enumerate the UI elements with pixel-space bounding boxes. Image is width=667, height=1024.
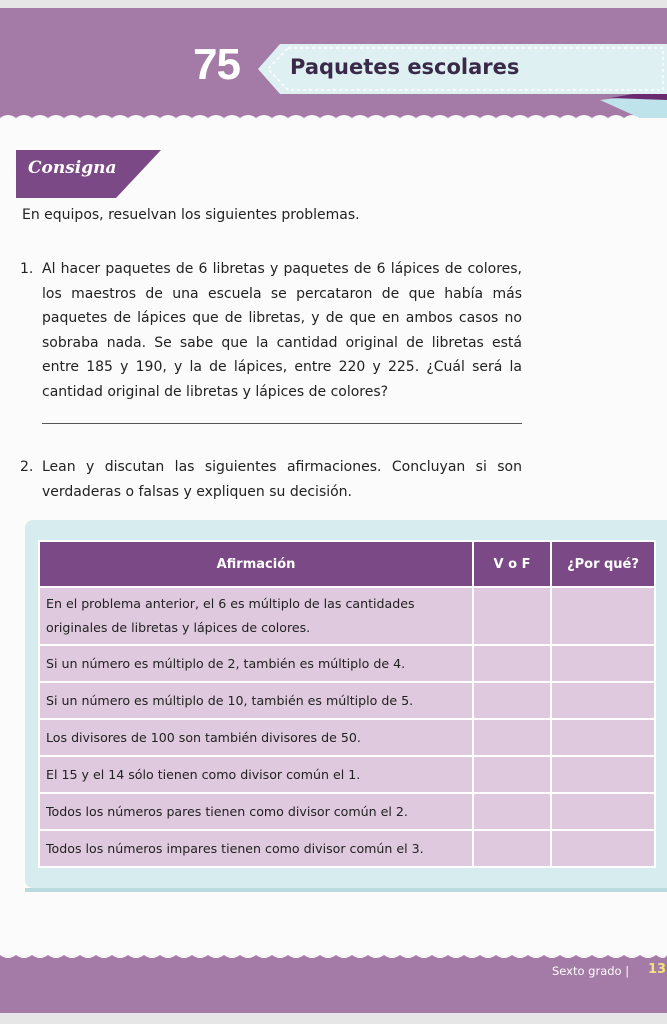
affirmation-cell: Si un número es múltiplo de 2, también es múltiplo de 4. bbox=[39, 645, 473, 682]
affirmations-table bbox=[38, 540, 656, 868]
true-false-cell[interactable] bbox=[473, 756, 551, 793]
why-cell[interactable] bbox=[551, 587, 655, 645]
table-row bbox=[39, 830, 655, 867]
table-row bbox=[39, 682, 655, 719]
why-cell[interactable] bbox=[551, 682, 655, 719]
affirmation-cell: Todos los números pares tienen como divisor común el 2. bbox=[39, 793, 473, 830]
grade-label: Sexto grado | bbox=[552, 964, 630, 978]
why-cell[interactable] bbox=[551, 793, 655, 830]
problem-number: 2. bbox=[20, 459, 34, 475]
true-false-cell[interactable] bbox=[473, 719, 551, 756]
consigna-label: Consigna bbox=[28, 158, 117, 178]
answer-line[interactable] bbox=[42, 423, 522, 424]
table-row bbox=[39, 645, 655, 682]
table-row bbox=[39, 587, 655, 645]
affirmation-cell: El 15 y el 14 sólo tienen como divisor común el 1. bbox=[39, 756, 473, 793]
problem-1 bbox=[20, 257, 522, 404]
table-row bbox=[39, 756, 655, 793]
why-cell[interactable] bbox=[551, 756, 655, 793]
column-header-affirmation: Afirmación bbox=[39, 541, 473, 587]
true-false-cell[interactable] bbox=[473, 793, 551, 830]
problem-text: Lean y discutan las siguientes afirmaciones. Concluyan si son verdaderas o falsas y expliquen su decisión. bbox=[42, 459, 522, 500]
column-header-true-false: V o F bbox=[473, 541, 551, 587]
intro-text: En equipos, resuelvan los siguientes problemas. bbox=[22, 207, 360, 223]
problem-text: Al hacer paquetes de 6 libretas y paquetes de 6 lápices de colores, los maestros de una escuela se percataron de que había más paquetes de lápices que de libretas, y de que en ambos casos no sobraba nada. Se sabe que la cantidad original de libretas está entre 185 y 190, y la de lápices, entre 220 y 225. ¿Cuál será la cantidad original de libretas y lápices de colores? bbox=[42, 261, 522, 400]
table-row bbox=[39, 793, 655, 830]
true-false-cell[interactable] bbox=[473, 645, 551, 682]
problem-number: 1. bbox=[20, 261, 34, 277]
page-number: 13 bbox=[648, 962, 667, 977]
affirmation-cell: En el problema anterior, el 6 es múltiplo de las cantidades originales de libretas y lápices de colores. bbox=[39, 587, 473, 645]
true-false-cell[interactable] bbox=[473, 830, 551, 867]
why-cell[interactable] bbox=[551, 645, 655, 682]
why-cell[interactable] bbox=[551, 719, 655, 756]
page-title: Paquetes escolares bbox=[290, 55, 520, 79]
affirmation-cell: Si un número es múltiplo de 10, también es múltiplo de 5. bbox=[39, 682, 473, 719]
affirmation-cell: Los divisores de 100 son también divisores de 50. bbox=[39, 719, 473, 756]
table-row bbox=[39, 719, 655, 756]
column-header-why: ¿Por qué? bbox=[551, 541, 655, 587]
table-header-row bbox=[39, 541, 655, 587]
true-false-cell[interactable] bbox=[473, 682, 551, 719]
problem-2 bbox=[20, 455, 522, 504]
lesson-number: 75 bbox=[193, 40, 240, 89]
true-false-cell[interactable] bbox=[473, 587, 551, 645]
affirmation-cell: Todos los números impares tienen como divisor común el 3. bbox=[39, 830, 473, 867]
why-cell[interactable] bbox=[551, 830, 655, 867]
